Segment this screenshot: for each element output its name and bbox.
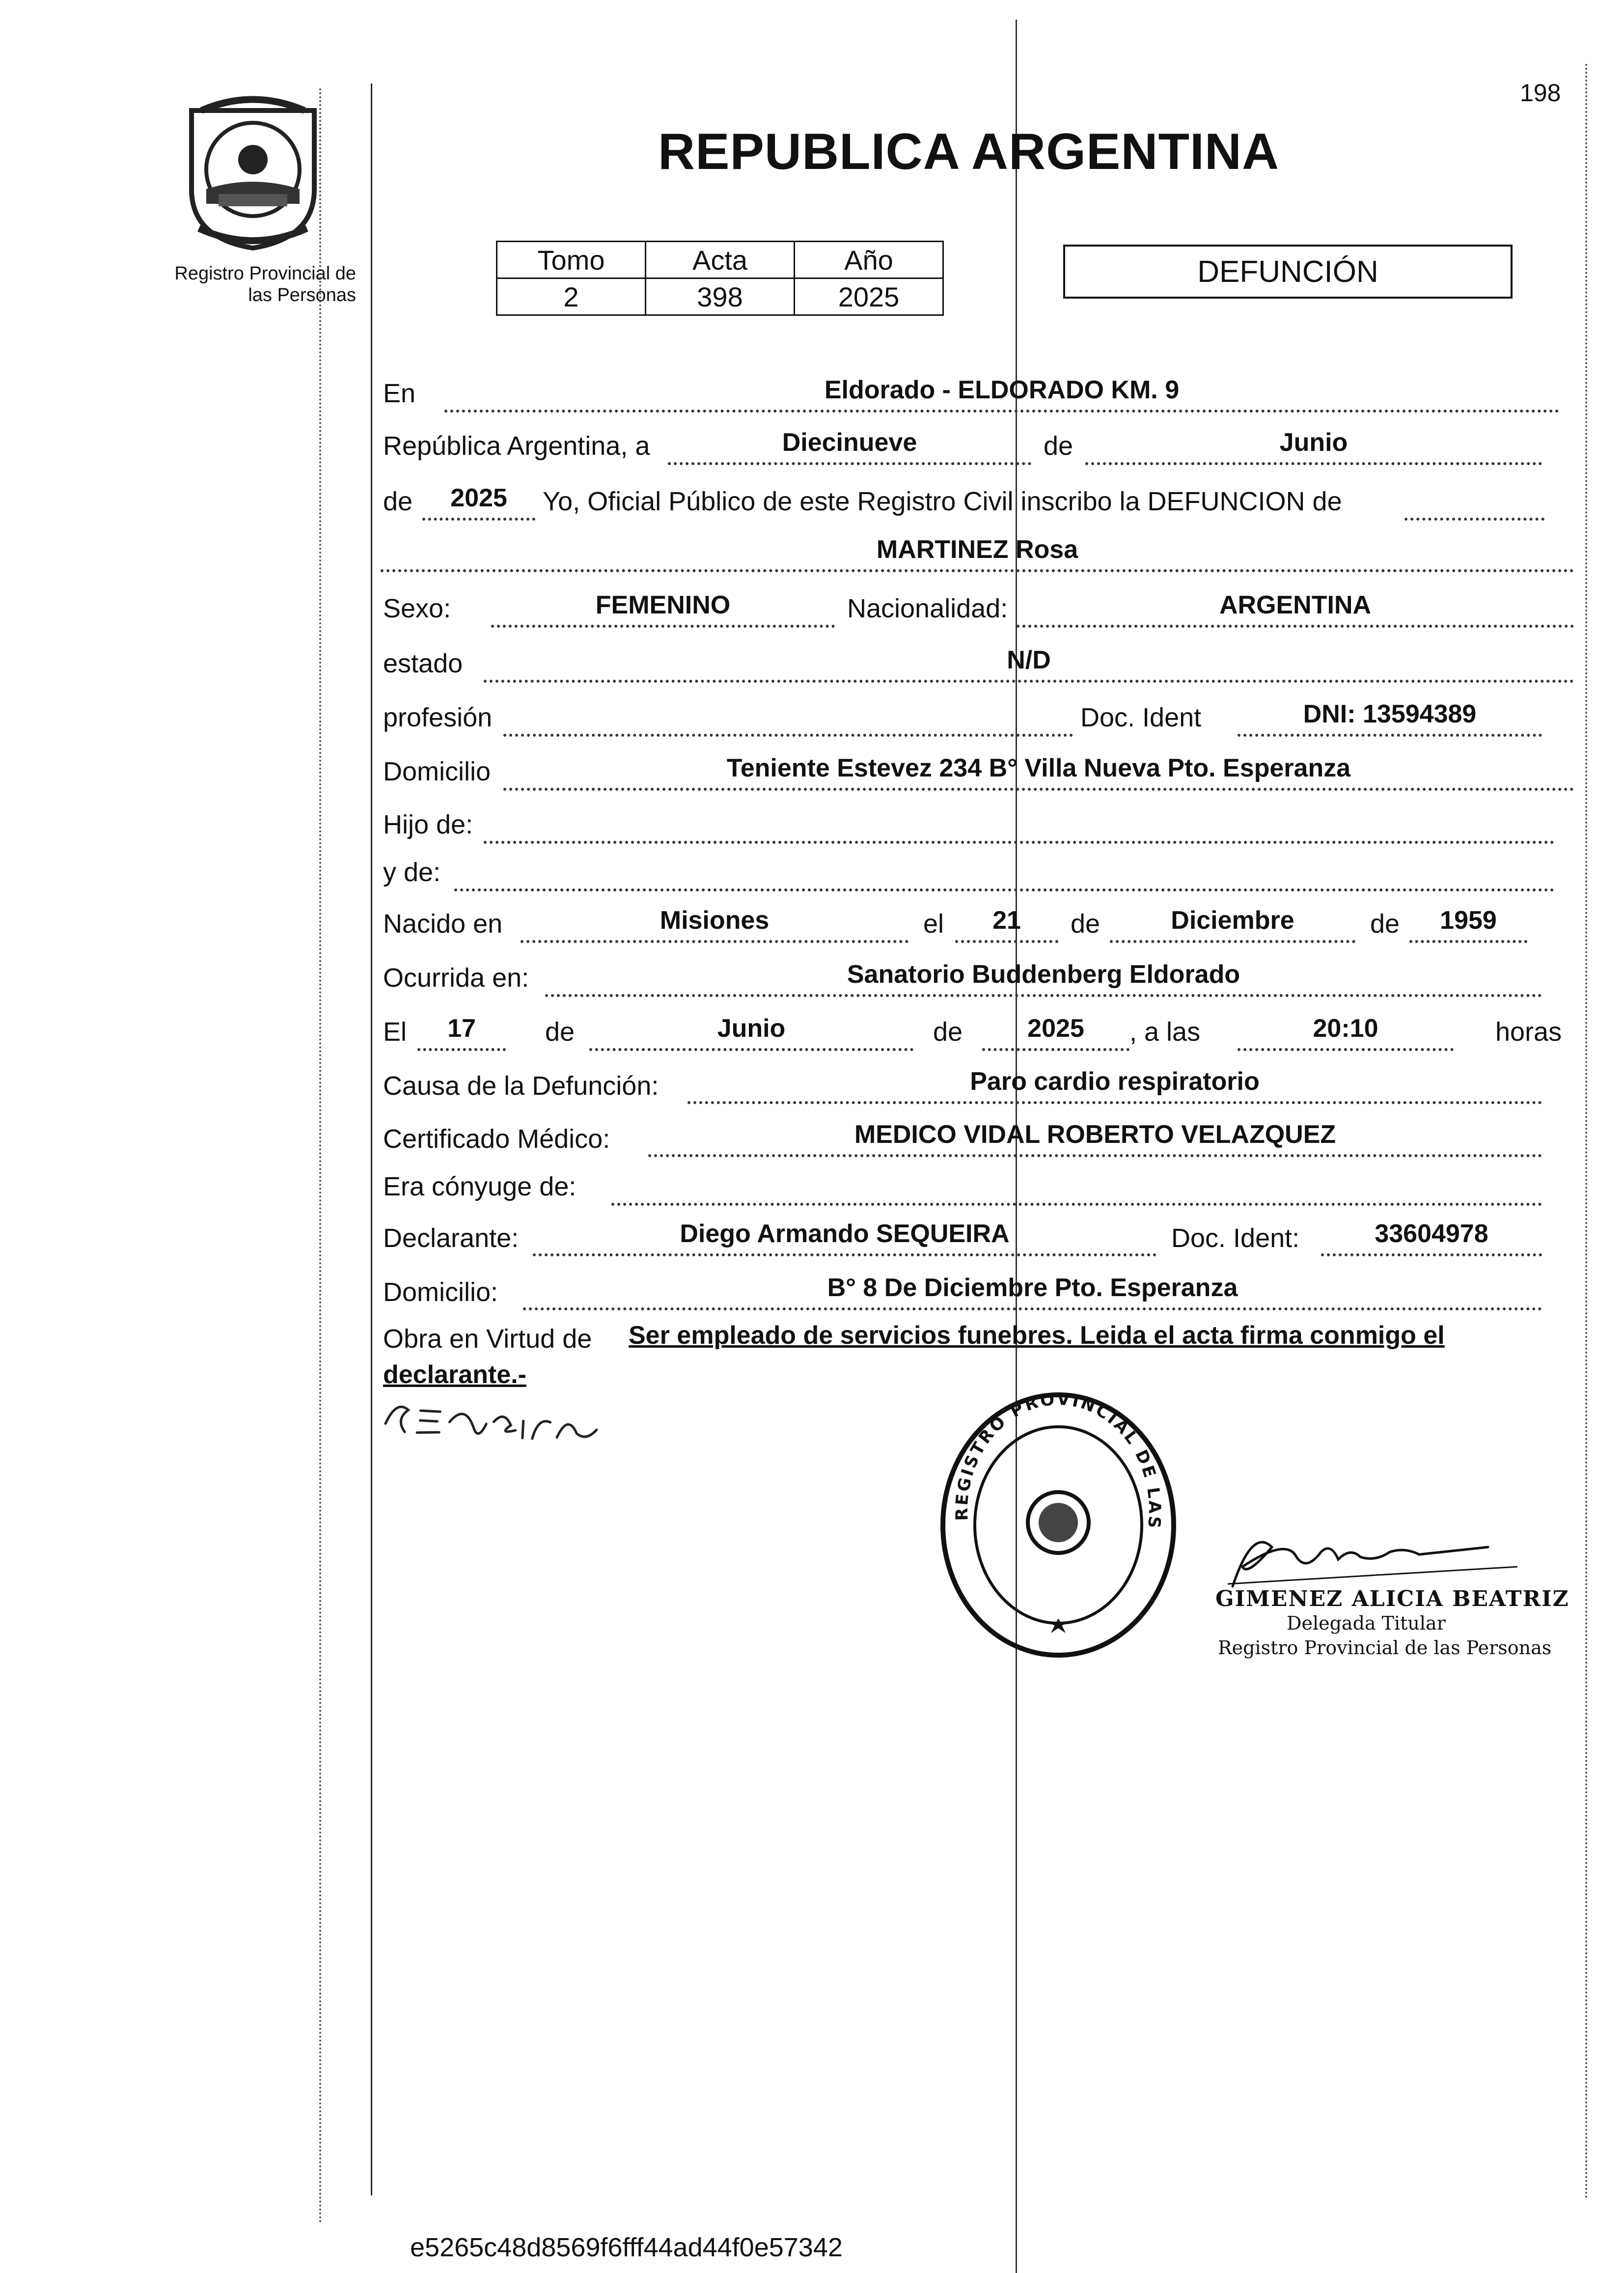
document-hash: e5265c48d8569f6fff44ad44f0e57342 (410, 2233, 843, 2262)
svg-text:REGISTRO PROVINCIAL DE LAS PER: REGISTRO PROVINCIAL DE LAS (952, 1389, 1165, 1531)
de-label-6: de (933, 1017, 963, 1047)
certificado-value: MEDICO VIDAL ROBERTO VELAZQUEZ (648, 1118, 1542, 1157)
year-value: 2025 (422, 481, 535, 521)
acta-header: Acta (646, 242, 795, 278)
right-edge-line (1585, 64, 1587, 2200)
profesion-label: profesión (383, 703, 493, 732)
declarant-signature (379, 1389, 608, 1464)
registry-line-1: Registro Provincial de (174, 263, 356, 284)
nacionalidad-label: Nacionalidad: (847, 594, 1008, 623)
def-anio-value: 2025 (982, 1012, 1129, 1051)
acta-value: 398 (646, 278, 795, 315)
domicilio-value: Teniente Estevez 234 B° Villa Nueva Pto. Esperanza (503, 751, 1574, 791)
hora-value: 20:10 (1238, 1012, 1454, 1051)
nacido-mes-value: Diciembre (1110, 904, 1355, 943)
causa-label: Causa de la Defunción: (383, 1071, 659, 1101)
el-label-2: El (383, 1017, 407, 1047)
inscribo-blank (1404, 481, 1544, 521)
anio-header: Año (795, 242, 943, 278)
record-type-box: DEFUNCIÓN (1063, 245, 1513, 299)
ocurrida-label: Ocurrida en: (383, 963, 529, 993)
nacionalidad-value: ARGENTINA (1017, 588, 1574, 628)
hijo-label: Hijo de: (383, 810, 473, 839)
page-number: 198 (1520, 79, 1561, 107)
el-label-1: el (923, 909, 944, 939)
domicilio2-value: B° 8 De Diciembre Pto. Esperanza (523, 1271, 1542, 1310)
sexo-label: Sexo: (383, 594, 451, 623)
nacido-dia-value: 21 (955, 904, 1058, 943)
declarante-label: Declarante: (383, 1223, 519, 1253)
hijo-value (484, 804, 1554, 844)
horas-label: horas (1495, 1017, 1562, 1047)
de-label-1: de (1044, 431, 1073, 461)
doc-ident-value: DNI: 13594389 (1238, 697, 1542, 737)
anio-value: 2025 (795, 278, 943, 315)
certificado-label: Certificado Médico: (383, 1124, 610, 1154)
registry-stamp (936, 1387, 1181, 1663)
day-words-value: Diecinueve (668, 426, 1031, 465)
doc-ident-label: Doc. Ident (1080, 703, 1202, 732)
domicilio2-label: Domicilio: (383, 1277, 498, 1307)
scan-edge-line (371, 83, 372, 2195)
registry-label (150, 263, 356, 306)
inscribo-text: Yo, Oficial Público de este Registro Civil inscribo la DEFUNCION de (543, 487, 1342, 516)
de-label-4: de (1370, 909, 1400, 939)
obra-label: Obra en Virtud de (383, 1324, 592, 1354)
republic-label: República Argentina, a (383, 431, 650, 461)
nacido-lugar-value: Misiones (521, 904, 908, 943)
reference-table (496, 241, 944, 316)
profesion-value (503, 697, 1073, 737)
obra-line-1: Ser empleado de servicios funebres. Leida el acta firma conmigo el (629, 1321, 1445, 1350)
yde-label: y de: (383, 858, 441, 887)
officer-role: Delegada Titular (1287, 1612, 1446, 1634)
registry-line-2: las Personas (248, 285, 356, 305)
margin-dash-line (319, 88, 321, 2225)
doc-ident-label-2: Doc. Ident: (1171, 1223, 1300, 1253)
domicilio-label: Domicilio (383, 757, 491, 786)
tomo-value: 2 (497, 278, 646, 315)
conyuge-value (611, 1166, 1542, 1206)
place-value: Eldorado - ELDORADO KM. 9 (444, 373, 1559, 413)
provincial-seal-logo (172, 91, 334, 253)
nacido-label: Nacido en (383, 909, 503, 939)
month-value: Junio (1085, 426, 1542, 465)
declarante-value: Diego Armando SEQUEIRA (533, 1217, 1156, 1256)
de-label-5: de (545, 1017, 575, 1047)
sexo-value: FEMENINO (491, 588, 835, 628)
yde-value (454, 852, 1554, 891)
officer-name: GIMENEZ ALICIA BEATRIZ (1215, 1586, 1569, 1611)
estado-label: estado (383, 649, 463, 678)
en-label: En (383, 379, 416, 408)
de-label-3: de (1071, 909, 1101, 939)
a-las-label: , a las (1129, 1017, 1201, 1047)
ocurrida-value: Sanatorio Buddenberg Eldorado (545, 958, 1542, 997)
def-dia-value: 17 (417, 1012, 506, 1051)
de-label-2: de (383, 487, 413, 516)
nacido-anio-value: 1959 (1409, 904, 1527, 943)
def-mes-value: Junio (589, 1012, 913, 1051)
tomo-header: Tomo (497, 242, 646, 278)
doc-ident-value-2: 33604978 (1321, 1217, 1542, 1256)
deceased-name-value: MARTINEZ Rosa (381, 533, 1574, 572)
document-title: REPUBLICA ARGENTINA (658, 123, 1280, 180)
estado-value: N/D (484, 643, 1574, 683)
officer-signature (1213, 1518, 1527, 1591)
officer-registry: Registro Provincial de las Personas (1218, 1637, 1552, 1659)
conyuge-label: Era cónyuge de: (383, 1172, 577, 1201)
causa-value: Paro cardio respiratorio (688, 1065, 1542, 1104)
obra-line-2: declarante.- (383, 1360, 526, 1389)
